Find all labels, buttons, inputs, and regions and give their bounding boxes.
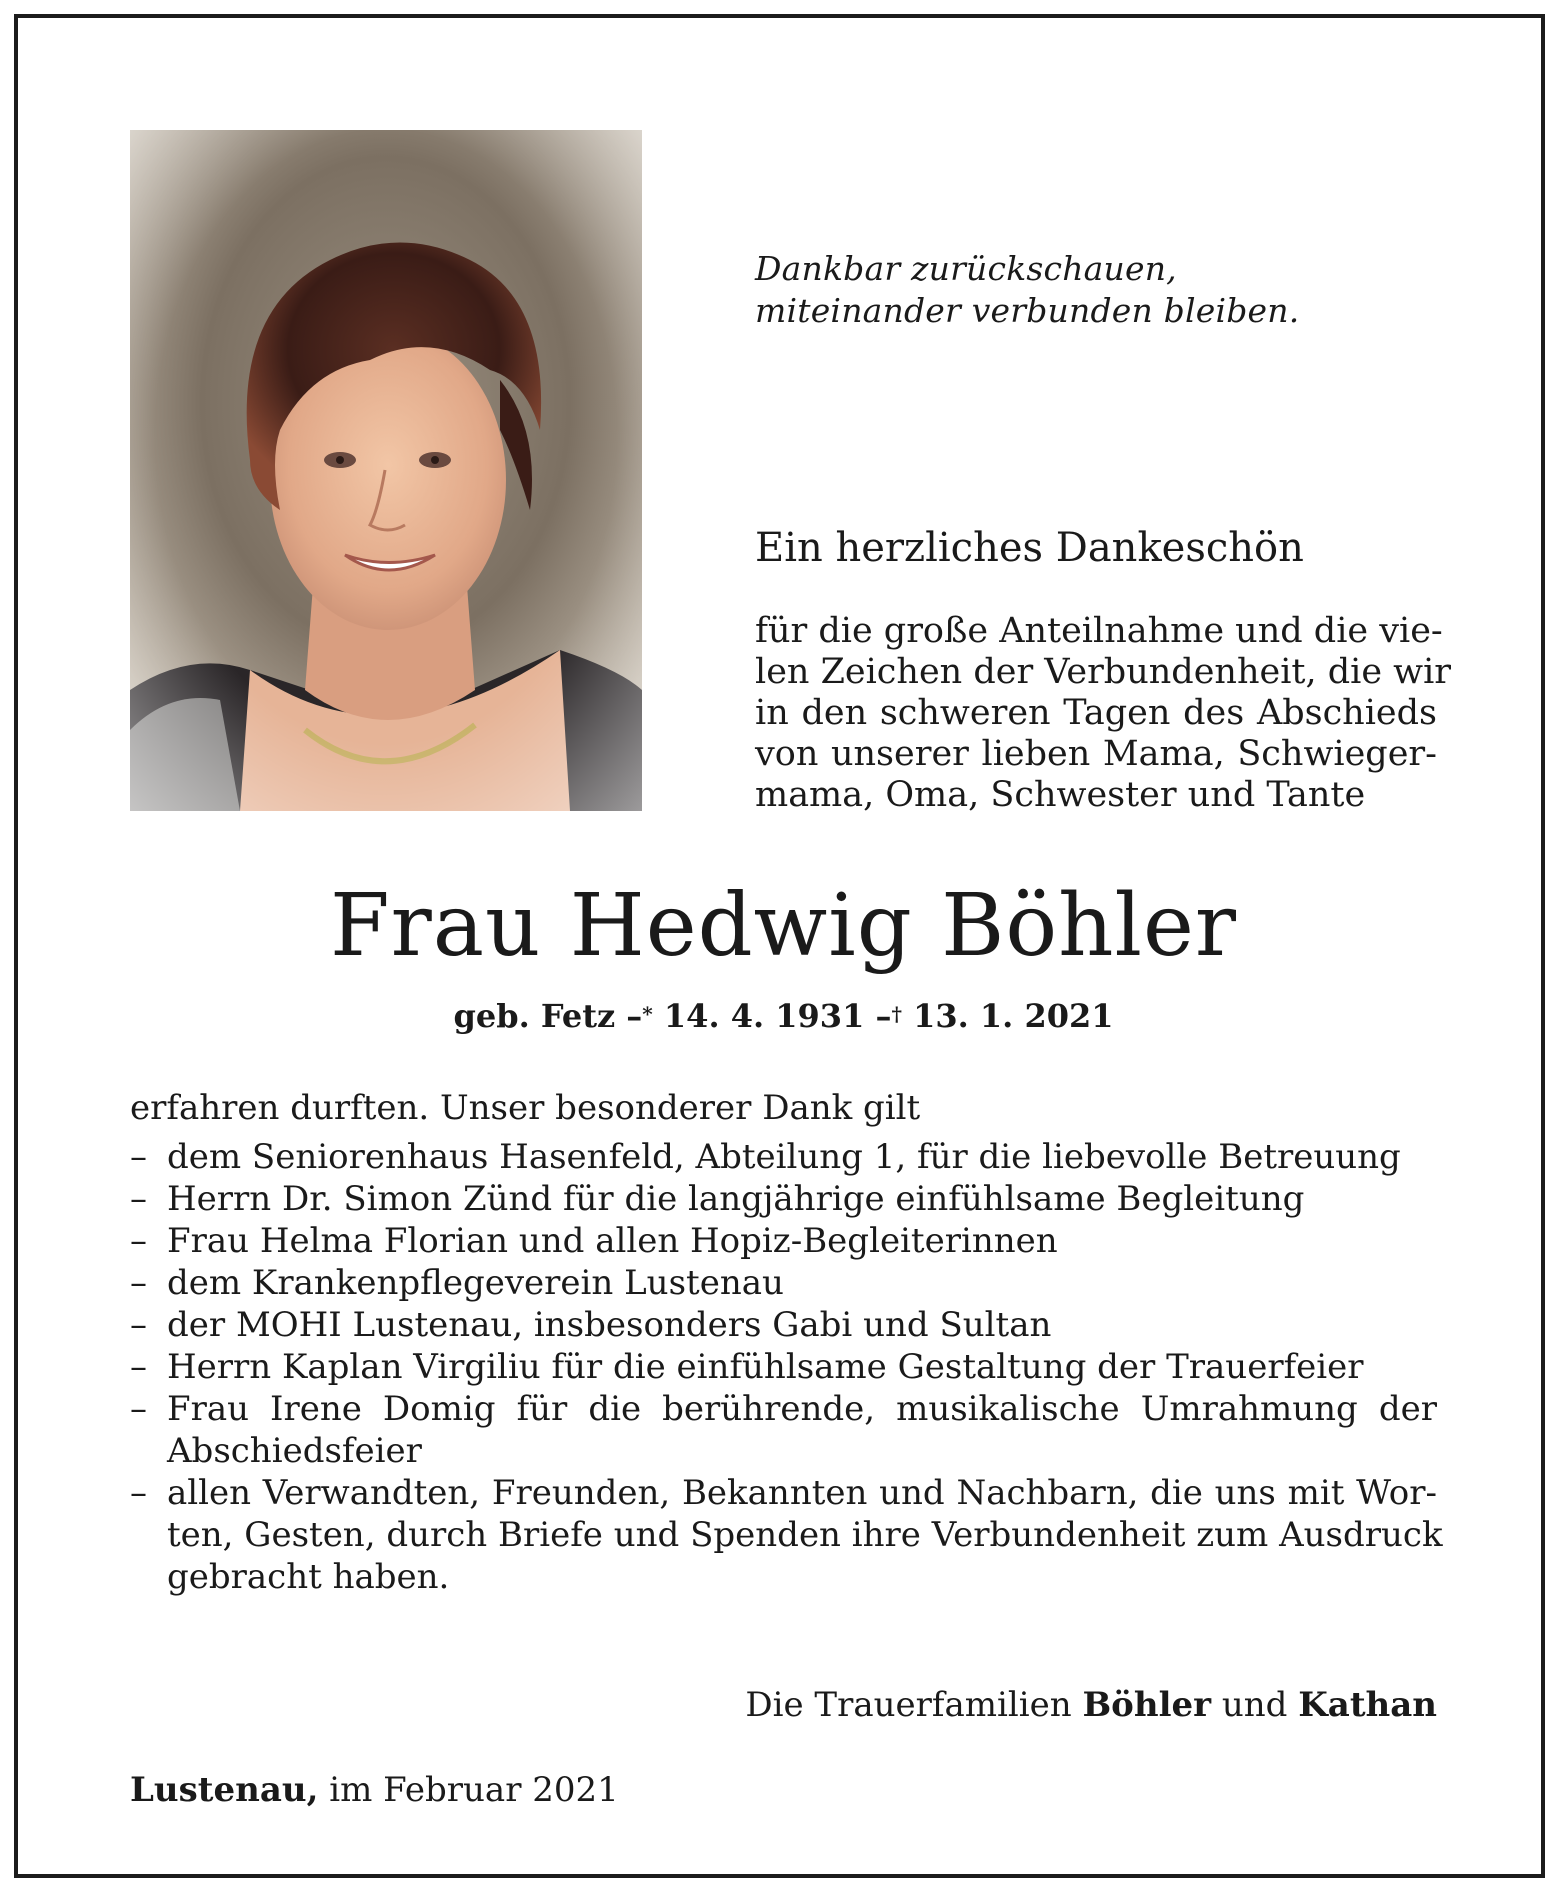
signature — [745, 1683, 1437, 1727]
dash-bullet: – — [130, 1389, 147, 1429]
list-item-text: Herrn Kaplan Virgiliu für die einfühlsame Gestaltung der Trauerfeier — [167, 1347, 1364, 1387]
quote-line: miteinander verbunden bleiben. — [755, 291, 1300, 330]
dash-bullet: – — [130, 1347, 147, 1387]
dash-bullet: – — [130, 1221, 147, 1261]
dash-bullet: – — [130, 1305, 147, 1345]
family-name: Kathan — [1298, 1685, 1437, 1725]
life-dates — [0, 996, 1567, 1036]
signature-prefix: Die Trauerfamilien — [745, 1685, 1072, 1725]
thanks-line: in den schweren Tagen des Abschieds — [755, 693, 1437, 733]
death-date: 13. 1. 2021 — [913, 997, 1114, 1035]
dash-bullet: – — [130, 1137, 147, 1177]
portrait-photo — [130, 130, 642, 811]
thanks-paragraph — [755, 611, 1452, 816]
list-item-text: allen Verwandten, Freunden, Bekannten und Nachbarn, die uns mit Wor- — [167, 1473, 1437, 1513]
dash-bullet: – — [130, 1263, 147, 1303]
quote-line: Dankbar zurückschauen, — [755, 249, 1177, 288]
list-item-text: ten, Gesten, durch Briefe und Spenden ihre Verbundenheit zum Ausdruck — [167, 1515, 1443, 1555]
thanks-line: len Zeichen der Verbundenheit, die wir — [755, 652, 1452, 692]
list-item — [130, 1388, 1437, 1472]
thanks-line: mama, Oma, Schwester und Tante — [755, 775, 1366, 815]
death-symbol: † — [891, 1002, 902, 1026]
thanks-line: von unserer lieben Mama, Schwieger- — [755, 734, 1437, 774]
place-date — [130, 1768, 619, 1812]
place-month: im Februar 2021 — [329, 1770, 619, 1810]
list-item-text: dem Seniorenhaus Hasenfeld, Abteilung 1, für die liebevolle Betreuung — [167, 1137, 1401, 1177]
list-item-text: der MOHI Lustenau, insbesonders Gabi und Sultan — [167, 1305, 1052, 1345]
place-city: Lustenau, — [130, 1770, 319, 1810]
list-item-text: Herrn Dr. Simon Zünd für die langjährige einfühlsame Begleitung — [167, 1179, 1305, 1219]
acknowledgement-intro: erfahren durften. Unser besonderer Dank gilt — [130, 1088, 921, 1128]
birth-date: 14. 4. 1931 — [663, 997, 865, 1035]
family-name: Böhler — [1082, 1685, 1212, 1725]
birth-symbol: * — [642, 1002, 653, 1026]
list-item — [130, 1178, 1437, 1220]
thanks-line: für die große Anteilnahme und die vie- — [755, 611, 1443, 651]
signature-conjunction: und — [1221, 1685, 1288, 1725]
separator: – — [626, 997, 643, 1035]
list-item-text: Abschiedsfeier — [167, 1431, 422, 1471]
list-item — [130, 1304, 1437, 1346]
separator: – — [875, 997, 892, 1035]
dash-bullet: – — [130, 1473, 147, 1513]
list-item — [130, 1136, 1437, 1178]
list-item — [130, 1220, 1437, 1262]
list-item — [130, 1472, 1443, 1598]
list-item-text: Frau Irene Domig für die berührende, musikalische Umrahmung der — [167, 1389, 1437, 1429]
list-item-text: gebracht haben. — [167, 1557, 450, 1597]
list-item — [130, 1262, 1437, 1304]
dash-bullet: – — [130, 1179, 147, 1219]
list-item-text: Frau Helma Florian und allen Hopiz-Begleiterinnen — [167, 1221, 1058, 1261]
thanks-heading: Ein herzliches Dankeschön — [755, 525, 1304, 571]
list-item-text: dem Krankenpflegeverein Lustenau — [167, 1263, 784, 1303]
acknowledgement-list — [130, 1136, 1443, 1598]
deceased-name: Frau Hedwig Böhler — [329, 876, 1238, 976]
list-item — [130, 1346, 1437, 1388]
maiden-name: geb. Fetz — [453, 997, 616, 1035]
quote — [755, 248, 1299, 332]
